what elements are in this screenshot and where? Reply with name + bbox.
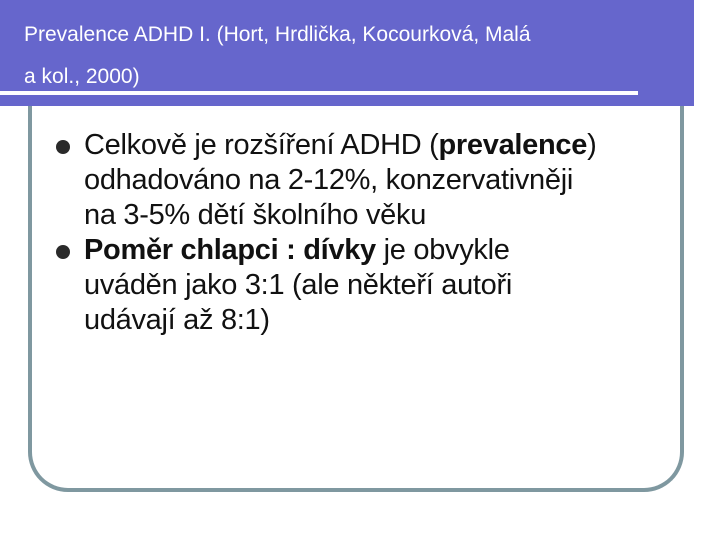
bullet-1-text-a: Celkově je rozšíření ADHD ( (84, 129, 439, 161)
title-bar (0, 0, 694, 106)
bullet-2-text: je obvykle (375, 234, 510, 266)
slide-title (24, 14, 664, 98)
bullet-1-line-2: odhadováno na 2-12%, konzervativněji (84, 164, 573, 196)
bullet-2-bold: Poměr chlapci : dívky (84, 234, 376, 266)
bullet-1-bold: prevalence (438, 129, 588, 161)
list-item (56, 233, 656, 338)
bullet-dot-icon (56, 140, 70, 154)
bullet-1-text-b: ) (587, 129, 597, 161)
bullet-2-line-2: uváděn jako 3:1 (ale někteří autoři (84, 269, 512, 301)
title-line-1: Prevalence ADHD I. (Hort, Hrdlička, Kocourková, Malá (24, 23, 531, 46)
bullet-dot-icon (56, 245, 70, 259)
title-underline (0, 91, 638, 95)
list-item (56, 128, 656, 233)
bullet-2-line-3: udávají až 8:1) (84, 304, 270, 336)
bullet-1-line-3: na 3-5% dětí školního věku (84, 199, 427, 231)
title-line-2: a kol., 2000) (24, 65, 140, 88)
bullet-list (56, 128, 656, 338)
